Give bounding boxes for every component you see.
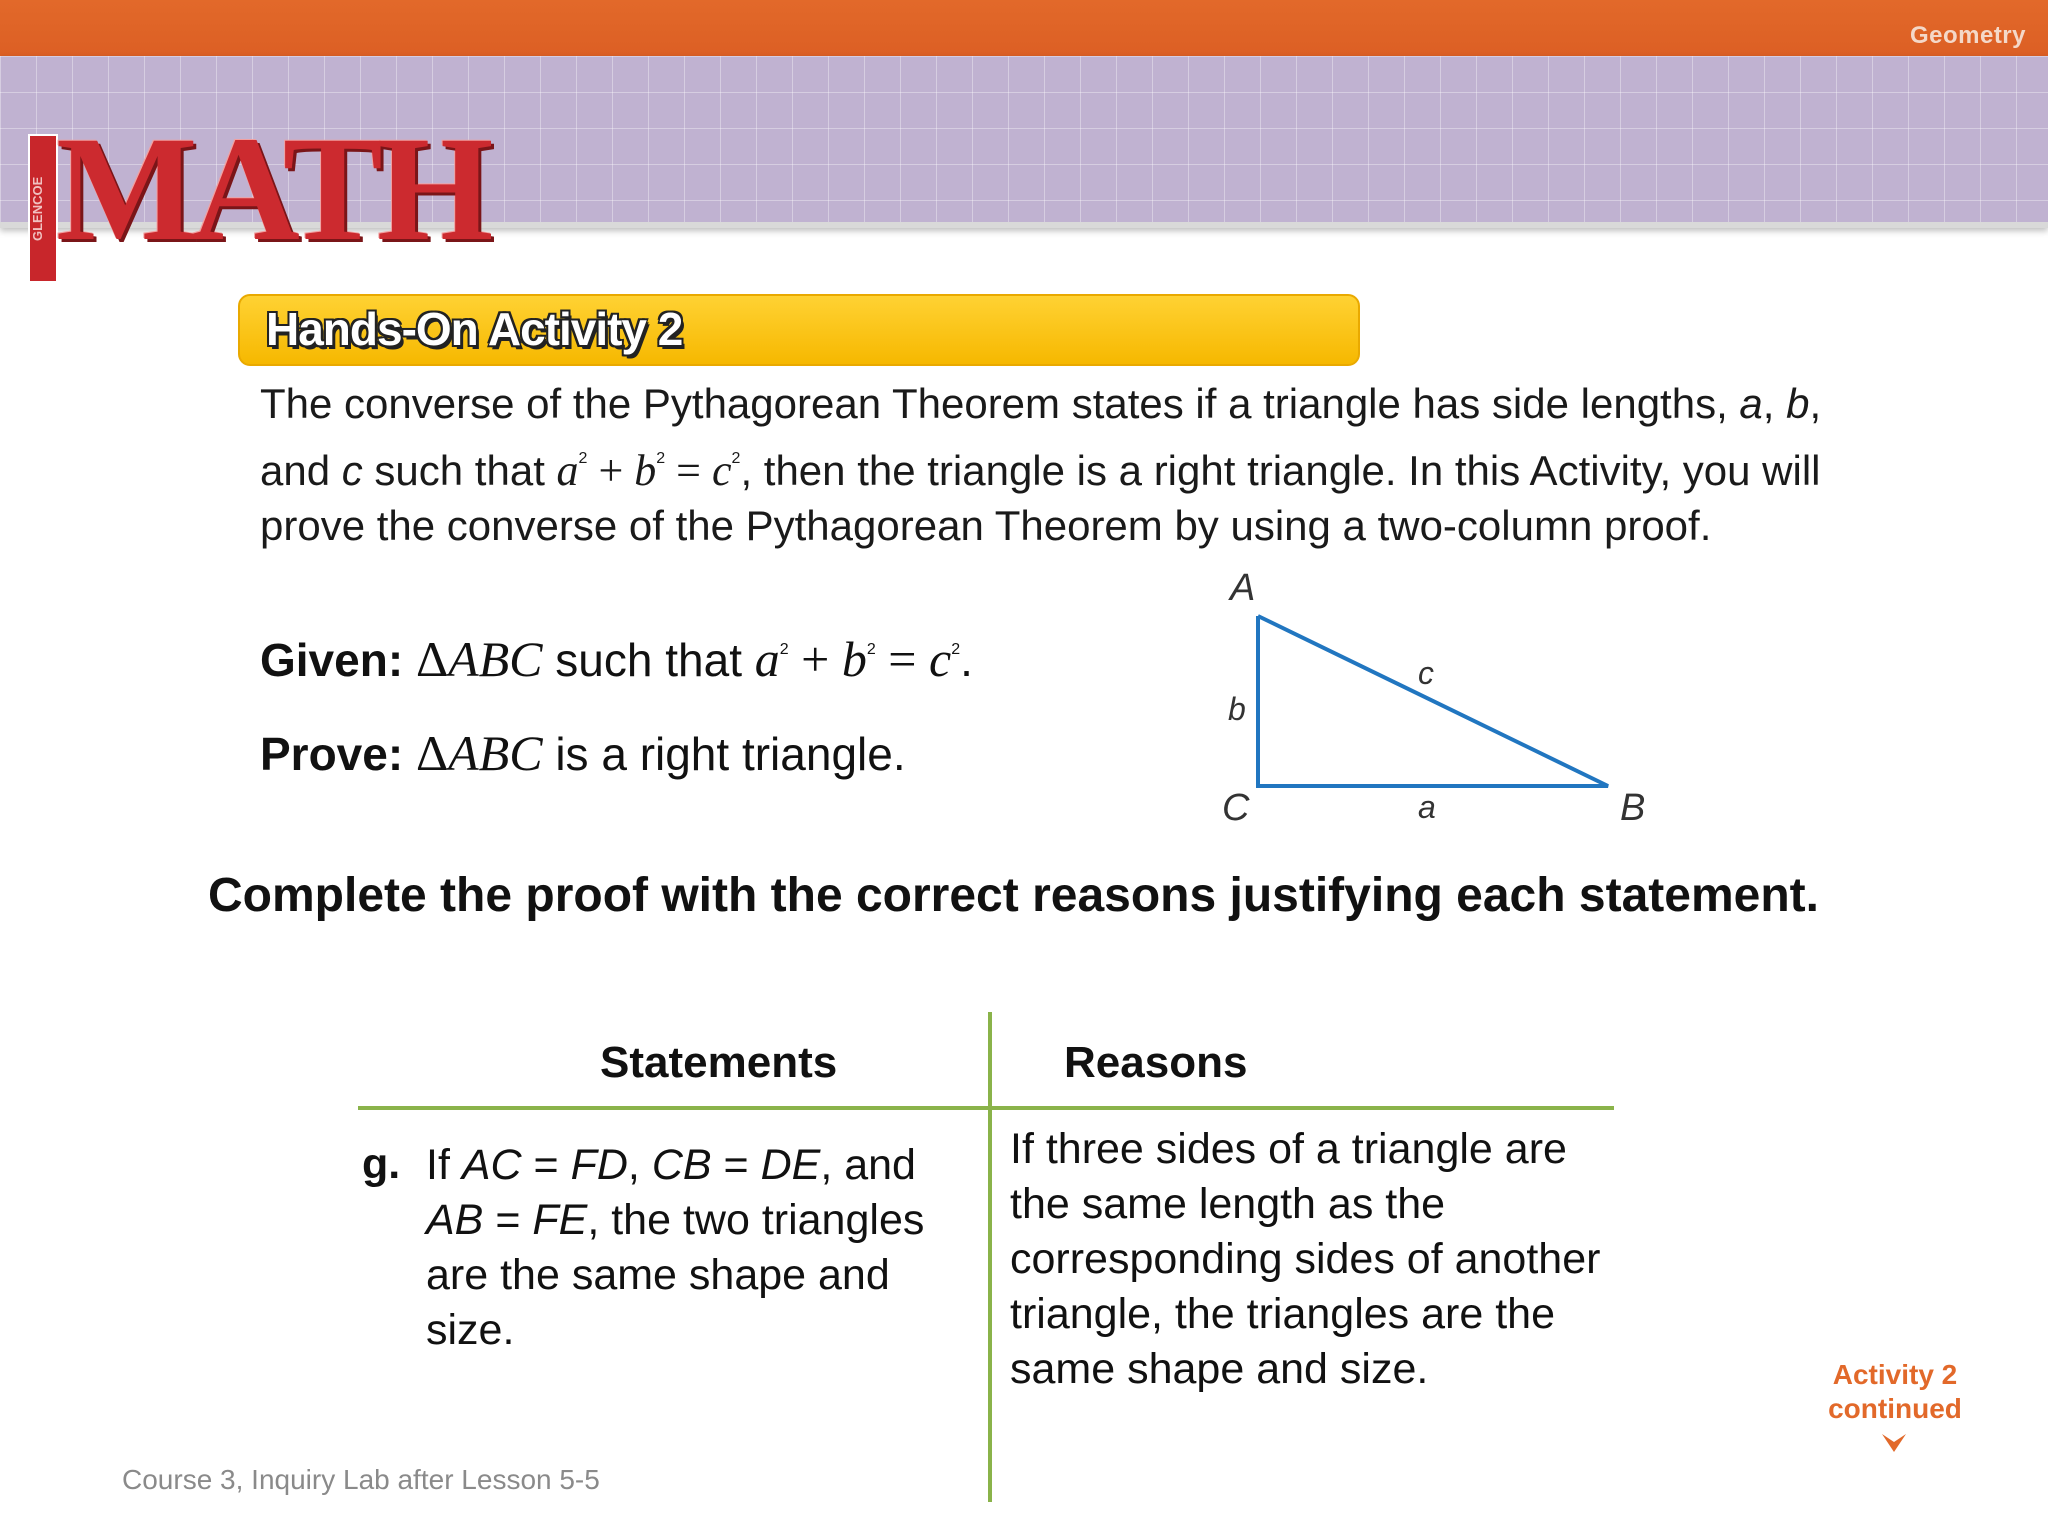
- activity-continued[interactable]: [1800, 1358, 1990, 1426]
- reasons-header: Reasons: [1064, 1038, 1248, 1087]
- right-triangle-diagram: [1200, 560, 1680, 840]
- footer-course-info: Course 3, Inquiry Lab after Lesson 5-5: [122, 1464, 600, 1495]
- prove-triangle-name: ABC: [448, 725, 543, 781]
- given-text: such that: [542, 634, 755, 686]
- intro-sep: , and: [260, 380, 1822, 494]
- math-logo: [14, 66, 488, 272]
- intro-text: such that: [362, 447, 557, 494]
- continued-line2: continued: [1828, 1393, 1962, 1424]
- given-label: Given:: [260, 634, 404, 686]
- intro-text: , then the triangle is a right triangle. In this Activity, you will prove the converse of the Pythagorean Theorem by using a two-column proof.: [260, 447, 1821, 549]
- given-triangle-name: ABC: [448, 631, 543, 687]
- statements-header: Statements: [600, 1038, 838, 1087]
- top-bar: [0, 0, 2048, 56]
- prove-text: is a right triangle.: [542, 728, 906, 780]
- equation-plus: +: [587, 446, 635, 495]
- prove-triangle: Δ: [415, 725, 449, 781]
- given-statement: Given: ΔABC such that $a^2 + b^2 = c^2$.: [260, 631, 973, 687]
- statement-letter: g.: [362, 1140, 401, 1188]
- prove-label: Prove:: [260, 728, 404, 780]
- var-c: c: [341, 447, 363, 494]
- table-column-divider: [988, 1012, 992, 1502]
- intro-sep: ,: [1762, 380, 1787, 427]
- given-triangle: Δ: [415, 631, 449, 687]
- equation-c: c: [712, 446, 732, 495]
- activity-title-banner: [238, 294, 1360, 366]
- equation-equals: =: [665, 446, 712, 495]
- side-c-label: c: [1418, 655, 1434, 691]
- statement-g: If AC = FD, CB = DE, and AB = FE, the two triangles are the same shape and size.: [426, 1141, 925, 1354]
- logo-text: MATH: [56, 106, 488, 272]
- subject-label: Geometry: [1909, 22, 2026, 49]
- intro-paragraph: The converse of the Pythagorean Theorem states if a triangle has side lengths, a, b, and c such that $a^2 + b^2 = c^2$, then the triangle is a right triangle. In this Activity, you will prove the converse of the Pythagorean Theorem by using a two-column proof.: [260, 380, 1822, 549]
- triangle-outline: [1258, 616, 1608, 786]
- given-eq-plus: +: [788, 631, 842, 687]
- continued-line1: Activity 2: [1832, 1359, 1958, 1390]
- equation-b: b: [634, 446, 657, 495]
- vertex-a-label: A: [1230, 567, 1256, 609]
- chevron-down-icon[interactable]: [1880, 1430, 1908, 1464]
- side-b-label: b: [1228, 691, 1246, 727]
- given-eq-b: b: [841, 631, 867, 687]
- given-eq-c: c: [928, 631, 952, 687]
- instruction-text: Complete the proof with the correct reasons justifying each statement.: [208, 869, 1819, 922]
- vertex-c-label: C: [1222, 787, 1250, 829]
- activity-title: Hands-On Activity 2: [266, 303, 683, 355]
- table-header-divider: [358, 1106, 1614, 1110]
- vertex-b-label: B: [1620, 787, 1646, 829]
- given-eq-equals: =: [875, 631, 929, 687]
- intro-text: The converse of the Pythagorean Theorem states if a triangle has side lengths,: [260, 380, 1740, 427]
- given-eq-a: a: [754, 631, 780, 687]
- side-a-label: a: [1418, 789, 1436, 825]
- var-a: a: [1739, 380, 1763, 427]
- var-b: b: [1786, 380, 1810, 427]
- equation-a: a: [556, 446, 579, 495]
- reason-g: If three sides of a triangle are the same length as the corresponding sides of another triangle, the triangles are the same shape and size.: [1010, 1125, 1601, 1393]
- logo-publisher: GLENCOE: [28, 134, 58, 283]
- given-end: .: [960, 634, 973, 686]
- prove-statement: [260, 724, 906, 782]
